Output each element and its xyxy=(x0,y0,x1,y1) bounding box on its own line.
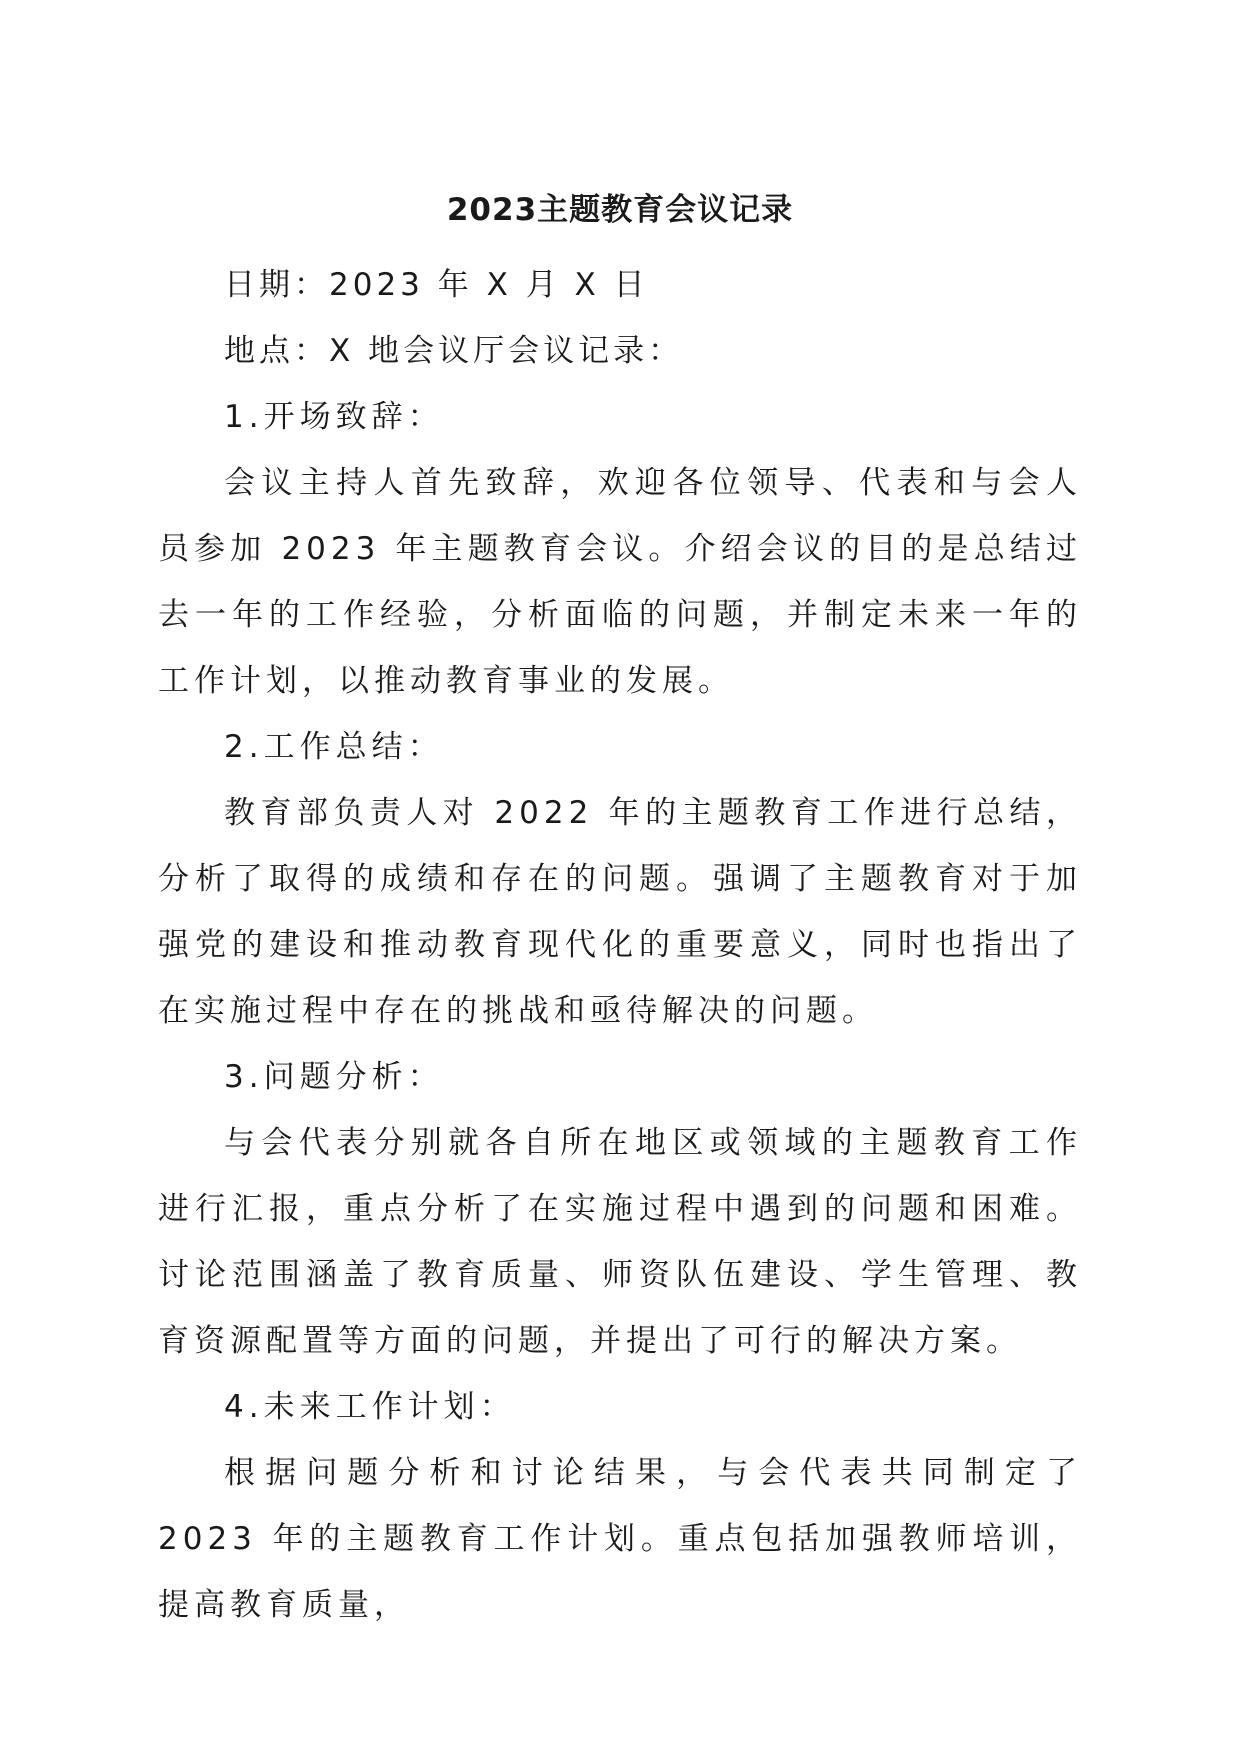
location-line: 地点：X 地会议厅会议记录： xyxy=(224,333,684,369)
section-heading-analysis: 3.问题分析： xyxy=(224,1059,444,1095)
document-body xyxy=(158,252,1082,1638)
section-body-summary: 教育部负责人对 2022 年的主题教育工作进行总结，分析了取得的成绩和存在的问题。强调了主题教育对于加强党的建设和推动教育现代化的重要意义，同时也指出了在实施过程中存在的挑战和亟待解决的问题。 xyxy=(158,795,1082,1029)
section-body-plan: 根据问题分析和讨论结果，与会代表共同制定了 2023 年的主题教育工作计划。重点包括加强教师培训，提高教育质量， xyxy=(158,1455,1082,1623)
section-heading-opening: 1.开场致辞： xyxy=(224,399,444,435)
section-body-analysis: 与会代表分别就各自所在地区或领域的主题教育工作进行汇报，重点分析了在实施过程中遇到的问题和困难。讨论范围涵盖了教育质量、师资队伍建设、学生管理、教育资源配置等方面的问题，并提出了可行的解决方案。 xyxy=(158,1125,1082,1359)
section-heading-summary: 2.工作总结： xyxy=(224,729,444,765)
section-body-opening: 会议主持人首先致辞，欢迎各位领导、代表和与会人员参加 2023 年主题教育会议。介绍会议的目的是总结过去一年的工作经验，分析面临的问题，并制定未来一年的工作计划，以推动教育事业的发展。 xyxy=(158,465,1082,699)
document-title: 2023主题教育会议记录 xyxy=(446,192,794,228)
date-line: 日期：2023 年 X 月 X 日 xyxy=(224,267,649,303)
section-heading-plan: 4.未来工作计划： xyxy=(224,1389,516,1425)
